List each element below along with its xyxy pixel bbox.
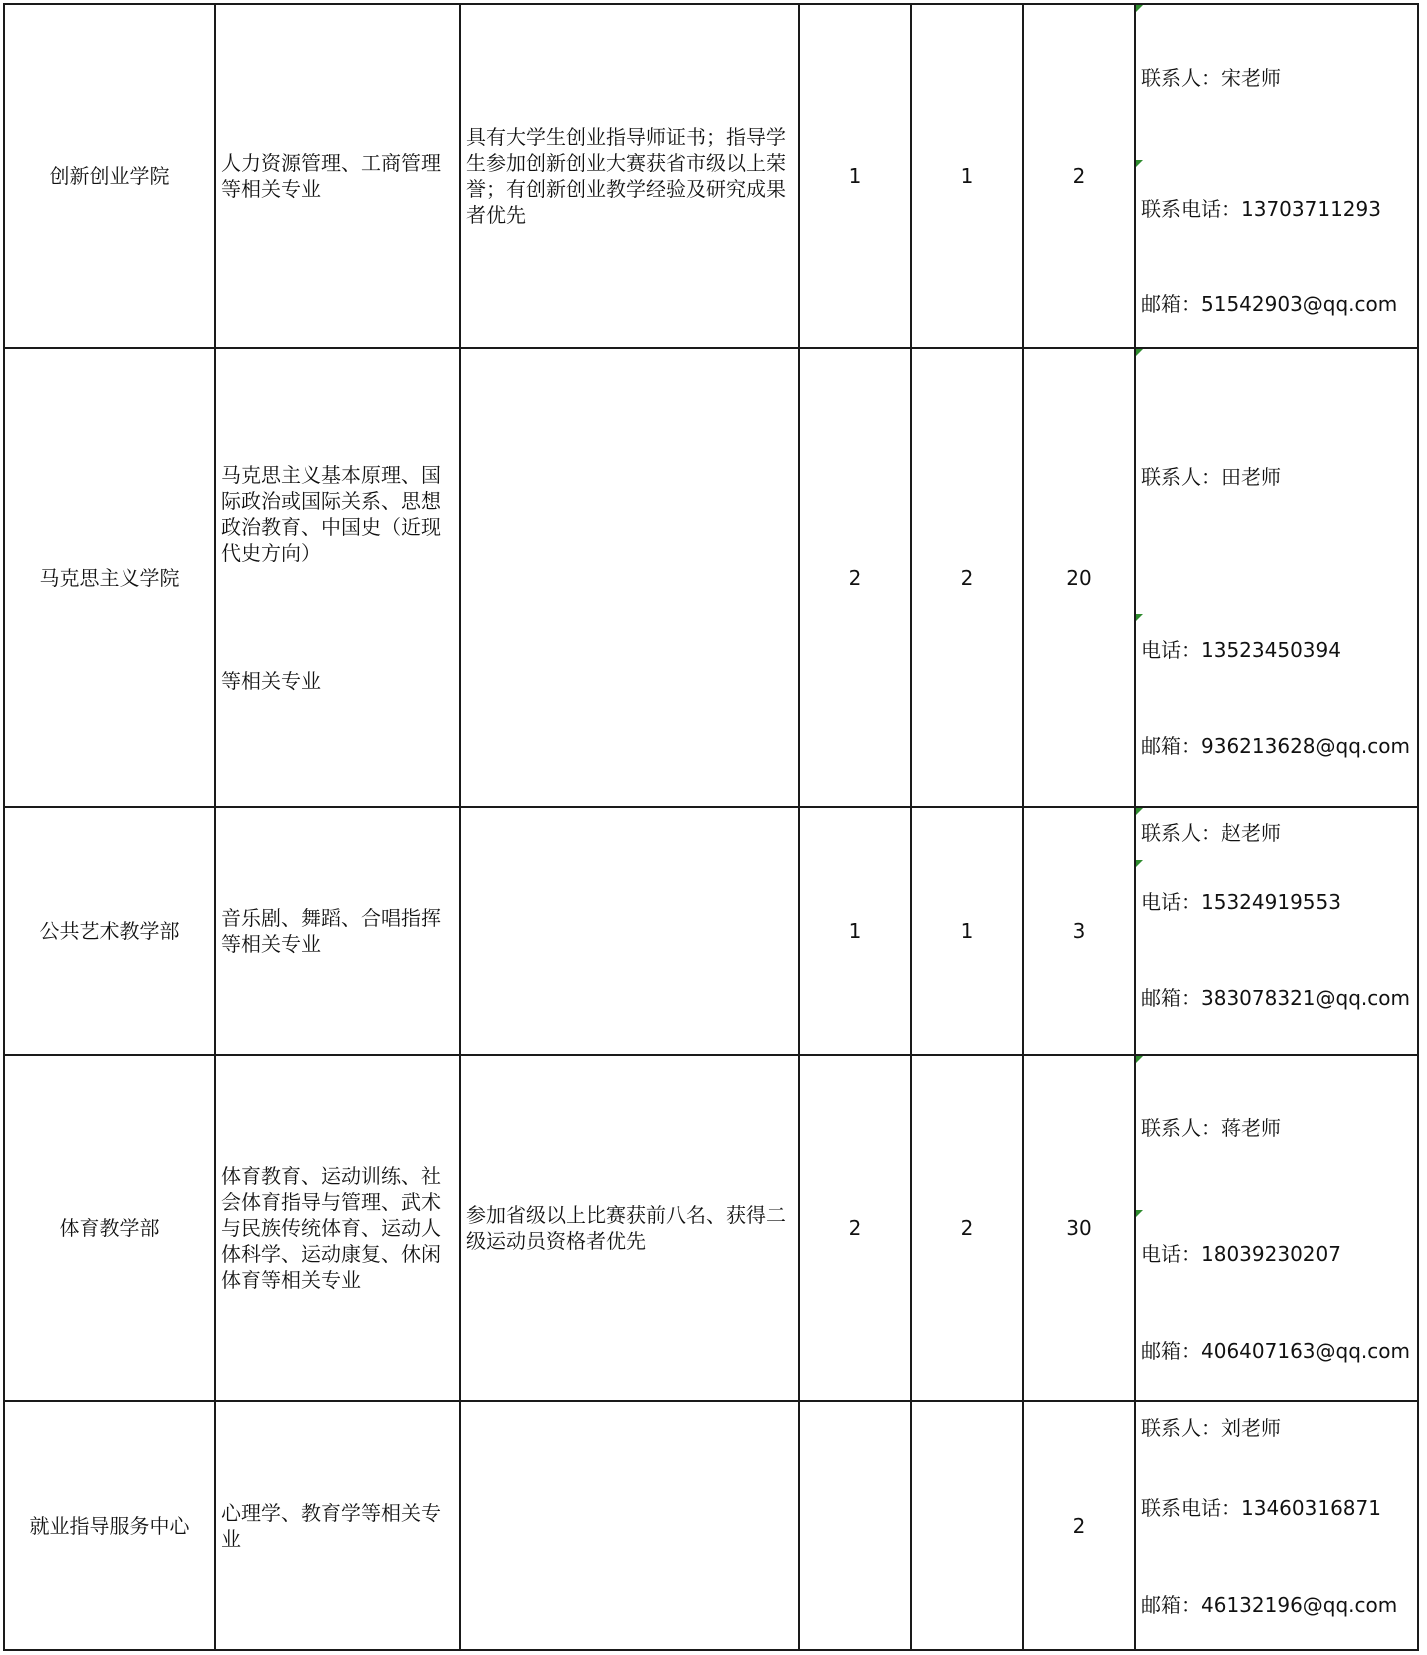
count-a-cell bbox=[799, 1401, 911, 1650]
requirements-cell bbox=[460, 807, 799, 1055]
major-cell: 心理学、教育学等相关专业 bbox=[215, 1401, 460, 1650]
requirements-cell: 参加省级以上比赛获前八名、获得二级运动员资格者优先 bbox=[460, 1055, 799, 1401]
contact-cell bbox=[1135, 4, 1418, 348]
count-a-cell: 2 bbox=[799, 348, 911, 807]
requirements-cell bbox=[460, 1401, 799, 1650]
contact-email: 邮箱：51542903@qq.com bbox=[1141, 292, 1398, 316]
count-b-cell bbox=[911, 1401, 1023, 1650]
department-cell: 就业指导服务中心 bbox=[4, 1401, 215, 1650]
contact-cell bbox=[1135, 1401, 1418, 1650]
contact-phone: 联系电话：13703711293 bbox=[1141, 197, 1381, 221]
major-extra-text: 等相关专业 bbox=[221, 668, 321, 693]
contact-cell bbox=[1135, 807, 1418, 1055]
count-c-cell: 30 bbox=[1023, 1055, 1135, 1401]
table-row bbox=[4, 1055, 1418, 1401]
major-cell: 音乐剧、舞蹈、合唱指挥等相关专业 bbox=[215, 807, 460, 1055]
comment-marker-icon bbox=[1136, 1056, 1143, 1063]
department-cell: 马克思主义学院 bbox=[4, 348, 215, 807]
contact-email: 邮箱：406407163@qq.com bbox=[1141, 1339, 1410, 1363]
requirements-cell: 具有大学生创业指导师证书；指导学生参加创新创业大赛获省市级以上荣誉；有创新创业教学经验及研究成果者优先 bbox=[460, 4, 799, 348]
contact-email: 邮箱：936213628@qq.com bbox=[1141, 734, 1410, 758]
major-cell: 体育教育、运动训练、社会体育指导与管理、武术与民族传统体育、运动人体科学、运动康复、休闲体育等相关专业 bbox=[215, 1055, 460, 1401]
comment-marker-icon bbox=[1136, 160, 1143, 167]
table-row bbox=[4, 1401, 1418, 1650]
comment-marker-icon bbox=[1136, 614, 1143, 621]
comment-marker-icon bbox=[1136, 808, 1143, 815]
department-cell: 体育教学部 bbox=[4, 1055, 215, 1401]
contact-person: 联系人：田老师 bbox=[1141, 465, 1281, 489]
major-text: 马克思主义基本原理、国际政治或国际关系、思想政治教育、中国史（近现代史方向） bbox=[221, 462, 441, 565]
comment-marker-icon bbox=[1136, 860, 1143, 867]
contact-person: 联系人：刘老师 bbox=[1141, 1416, 1281, 1440]
count-c-cell: 20 bbox=[1023, 348, 1135, 807]
department-cell: 公共艺术教学部 bbox=[4, 807, 215, 1055]
contact-person: 联系人：赵老师 bbox=[1141, 821, 1281, 845]
count-c-cell: 2 bbox=[1023, 1401, 1135, 1650]
count-b-cell: 2 bbox=[911, 348, 1023, 807]
comment-marker-icon bbox=[1136, 1210, 1143, 1217]
count-b-cell: 1 bbox=[911, 807, 1023, 1055]
contact-phone: 电话：15324919553 bbox=[1141, 890, 1341, 914]
contact-person: 联系人：蒋老师 bbox=[1141, 1116, 1281, 1140]
recruitment-table bbox=[3, 3, 1419, 1651]
contact-phone: 联系电话：13460316871 bbox=[1141, 1496, 1381, 1520]
table-row bbox=[4, 348, 1418, 807]
count-a-cell: 2 bbox=[799, 1055, 911, 1401]
contact-email: 邮箱：383078321@qq.com bbox=[1141, 986, 1410, 1010]
count-b-cell: 1 bbox=[911, 4, 1023, 348]
count-b-cell: 2 bbox=[911, 1055, 1023, 1401]
department-cell: 创新创业学院 bbox=[4, 4, 215, 348]
table-row bbox=[4, 4, 1418, 348]
contact-phone: 电话：18039230207 bbox=[1141, 1242, 1341, 1266]
contact-email: 邮箱：46132196@qq.com bbox=[1141, 1593, 1398, 1617]
count-c-cell: 2 bbox=[1023, 4, 1135, 348]
contact-phone: 电话：13523450394 bbox=[1141, 638, 1341, 662]
major-cell bbox=[215, 348, 460, 807]
requirements-cell bbox=[460, 348, 799, 807]
comment-marker-icon bbox=[1136, 5, 1143, 12]
contact-cell bbox=[1135, 348, 1418, 807]
table-row bbox=[4, 807, 1418, 1055]
contact-person: 联系人：宋老师 bbox=[1141, 66, 1281, 90]
comment-marker-icon bbox=[1136, 349, 1143, 356]
count-c-cell: 3 bbox=[1023, 807, 1135, 1055]
contact-cell bbox=[1135, 1055, 1418, 1401]
count-a-cell: 1 bbox=[799, 807, 911, 1055]
count-a-cell: 1 bbox=[799, 4, 911, 348]
major-cell: 人力资源管理、工商管理等相关专业 bbox=[215, 4, 460, 348]
